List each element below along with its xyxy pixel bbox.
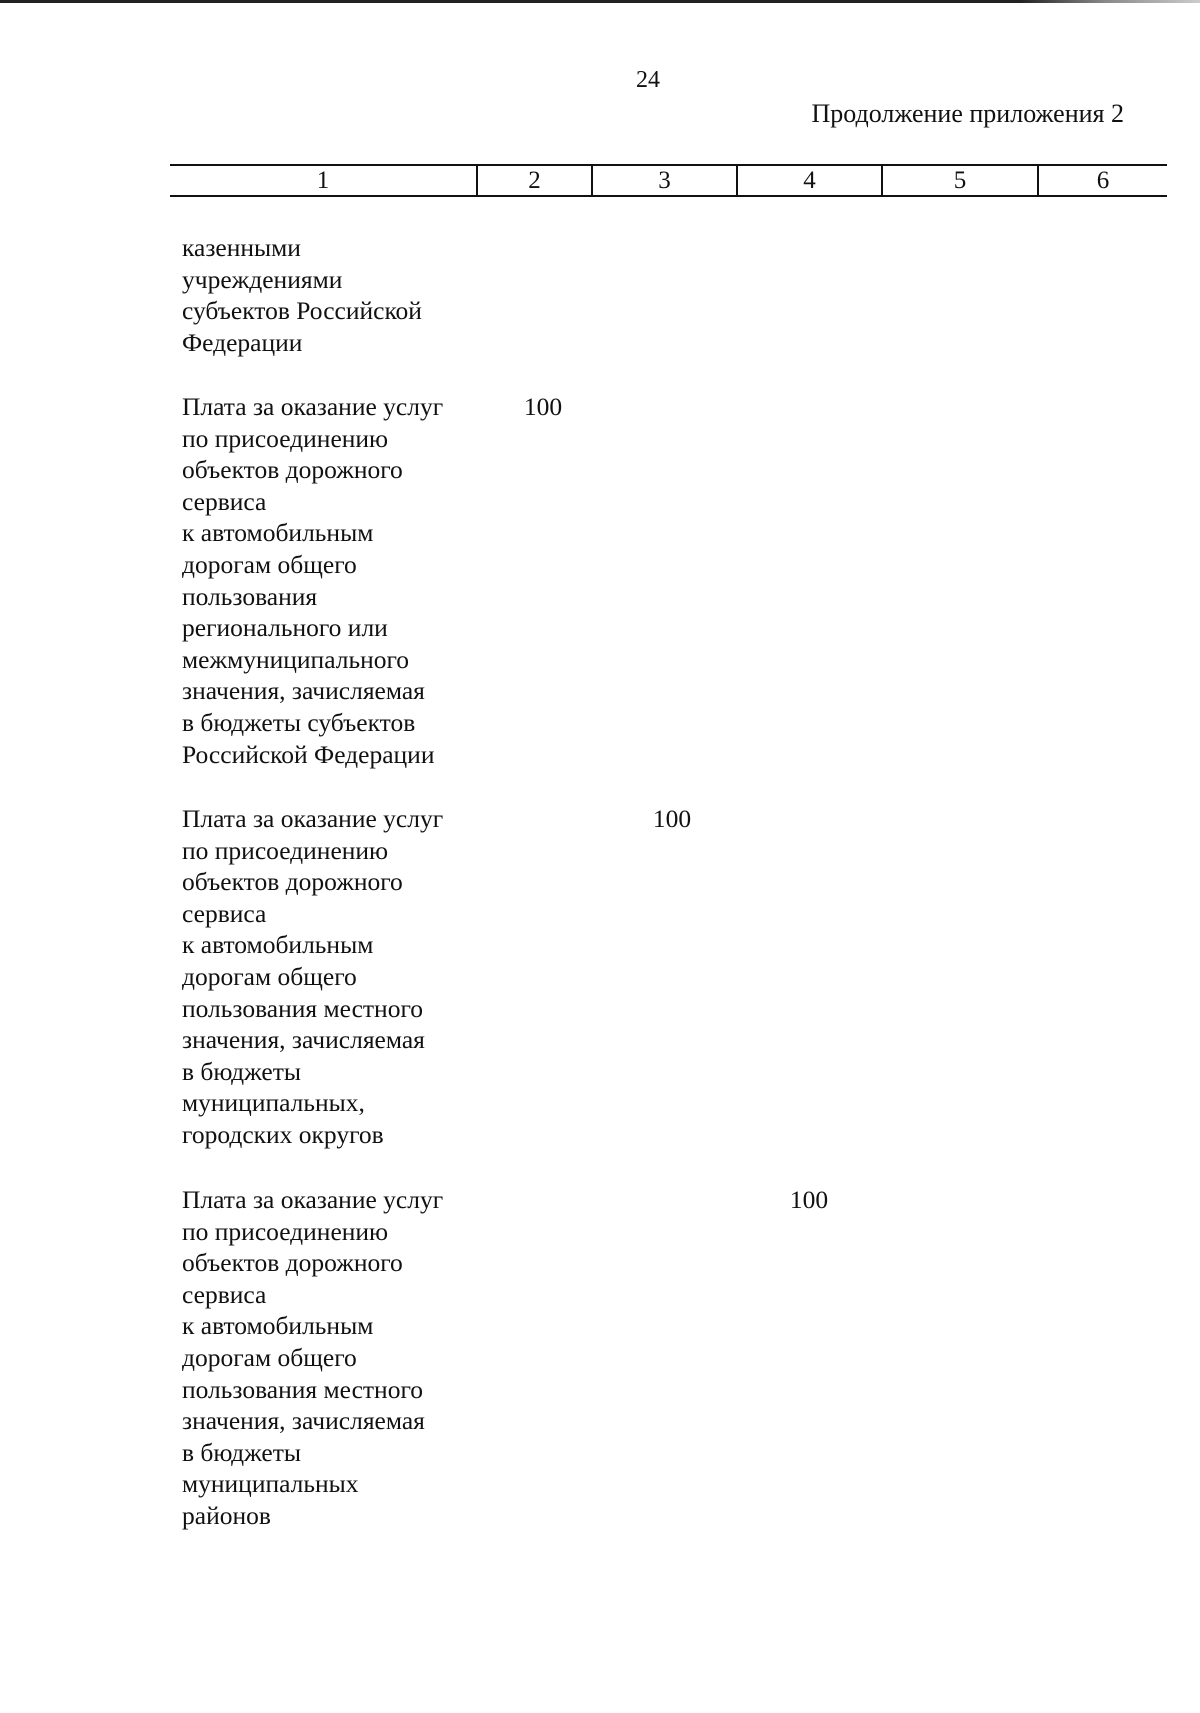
table-cell-value-col4: 100 xyxy=(789,1185,829,1214)
table-row-description: казенными учреждениями субъектов Российской Федерации xyxy=(182,233,422,357)
column-number-1: 1 xyxy=(316,167,330,194)
table-row-description: Плата за оказание услуг по присоединению объектов дорожного сервиса к автомобильным дорогам общего пользования регионального или межмуниципального значения, зачисляемая в бюджеты субъектов Российской Федерации xyxy=(182,392,444,769)
table-row-description: Плата за оказание услуг по присоединению объектов дорожного сервиса к автомобильным дорогам общего пользования местного значения, зачисляемая в бюджеты муниципальных районов xyxy=(182,1185,444,1530)
column-number-3: 3 xyxy=(591,166,736,195)
scan-edge-line xyxy=(0,0,1200,3)
table-column-header xyxy=(170,164,1167,197)
table-cell-value-col2: 100 xyxy=(523,392,563,421)
column-number-5: 5 xyxy=(881,166,1037,195)
column-number-6: 6 xyxy=(1037,166,1167,195)
appendix-continuation-note: Продолжение приложения 2 xyxy=(811,99,1124,128)
page-number: 24 xyxy=(636,67,660,93)
column-number-2: 2 xyxy=(476,166,591,195)
table-cell-value-col3: 100 xyxy=(652,804,692,833)
table-row-description: Плата за оказание услуг по присоединению объектов дорожного сервиса к автомобильным дорогам общего пользования местного значения, зачисляемая в бюджеты муниципальных, городских округов xyxy=(182,804,444,1149)
column-number-4: 4 xyxy=(736,166,881,195)
